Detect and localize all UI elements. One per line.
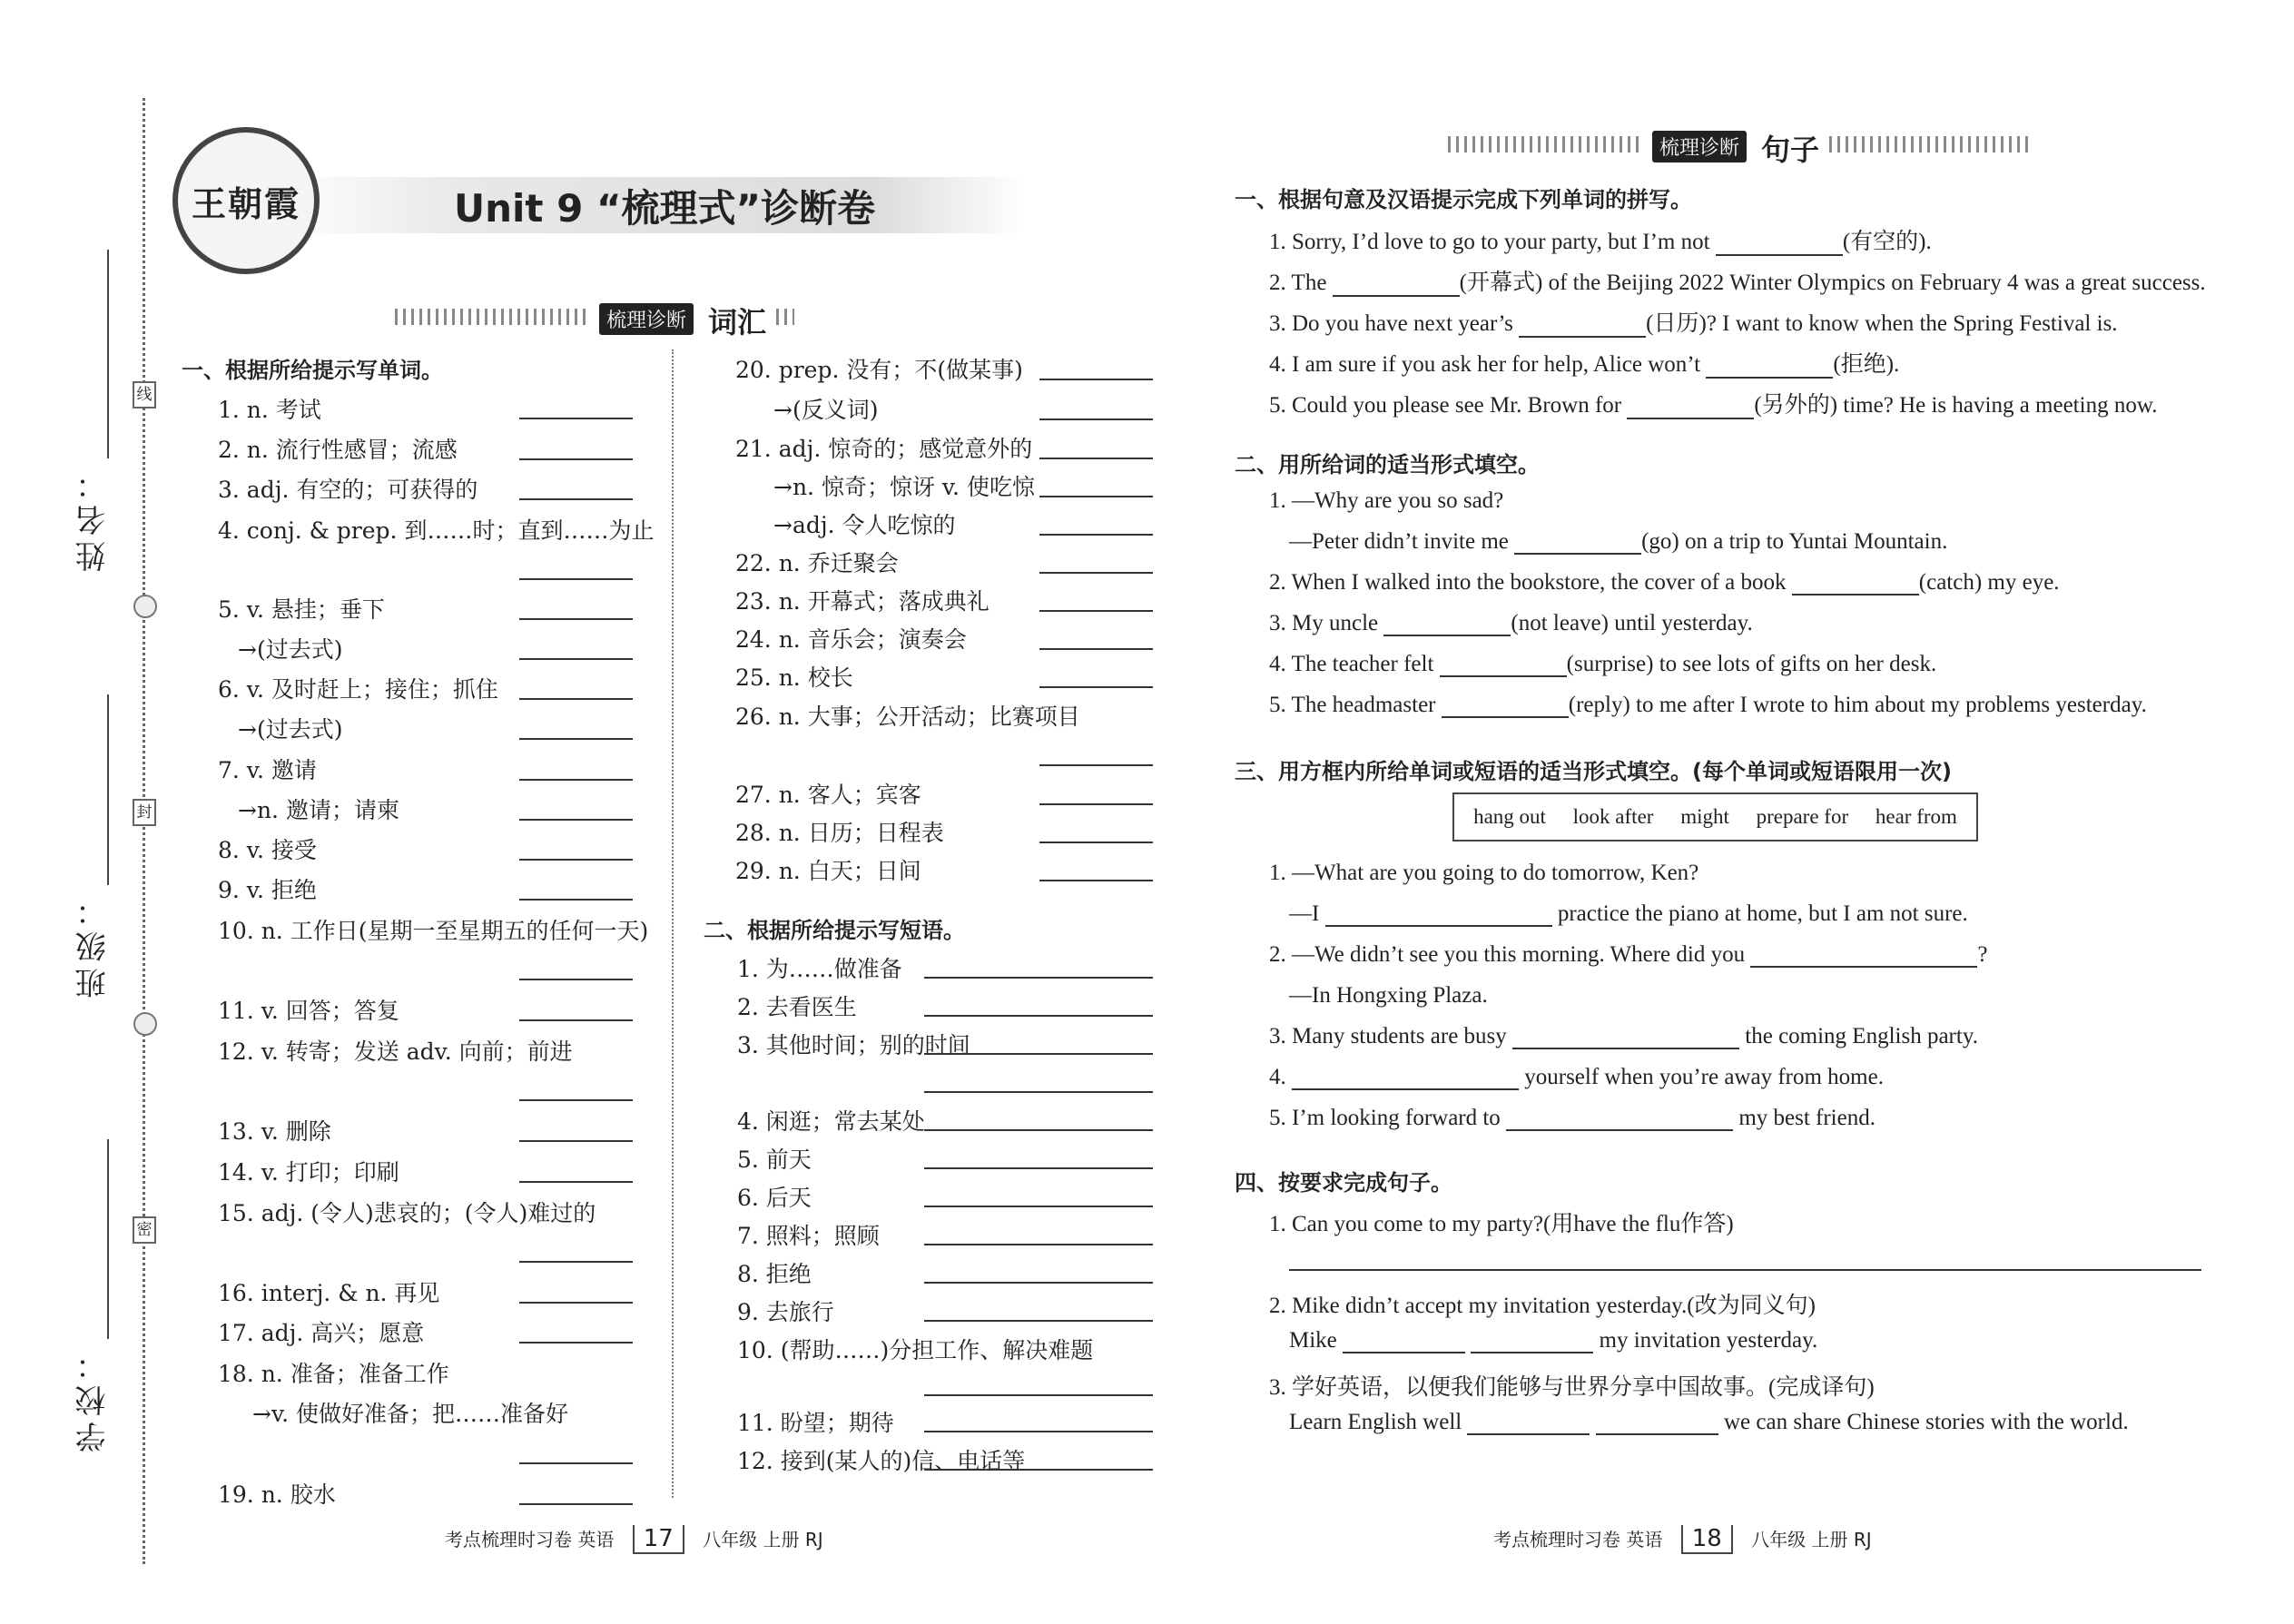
answer-blank[interactable] bbox=[924, 1469, 1153, 1471]
left-footer bbox=[445, 1525, 823, 1554]
word-item: 1. n. 考试 bbox=[218, 397, 321, 423]
word-item: →(过去式) bbox=[238, 716, 343, 743]
answer-blank[interactable] bbox=[1039, 803, 1153, 805]
footer-book: 考点梳理时习卷 英语 bbox=[445, 1529, 615, 1550]
sentence-section-header bbox=[1448, 127, 2029, 167]
r-part4-title: 四、按要求完成句子。 bbox=[1235, 1170, 1452, 1196]
word-bank-box bbox=[1452, 792, 1978, 842]
binding-char-xian: 线 bbox=[133, 381, 156, 408]
answer-blank[interactable] bbox=[1039, 458, 1153, 459]
word-item: 18. n. 准备；准备工作 bbox=[218, 1361, 449, 1387]
answer-blank[interactable] bbox=[519, 738, 633, 740]
r3-item: 4. yourself when you’re away from home. bbox=[1269, 1065, 1884, 1089]
answer-blank[interactable] bbox=[924, 977, 1153, 979]
name-label: 姓名： bbox=[75, 463, 112, 572]
answer-blank[interactable] bbox=[519, 1342, 633, 1343]
phrase-item: 6. 后天 bbox=[737, 1185, 812, 1211]
section-label: 句子 bbox=[1761, 133, 1820, 167]
word-item: 21. adj. 惊奇的；感觉意外的 bbox=[735, 436, 1033, 462]
word-item: 8. v. 接受 bbox=[218, 837, 317, 863]
answer-blank[interactable] bbox=[519, 658, 633, 660]
r3-item: 2. —We didn’t see you this morning. Where did you ? bbox=[1269, 942, 1988, 967]
phrase-item: 12. 接到(某人的)信、电话等 bbox=[737, 1448, 1026, 1474]
answer-blank[interactable] bbox=[1039, 418, 1153, 420]
school-field[interactable] bbox=[107, 1139, 109, 1339]
answer-blank[interactable] bbox=[519, 859, 633, 861]
word-bank-item: hear from bbox=[1875, 805, 1957, 828]
answer-blank[interactable] bbox=[519, 1462, 633, 1464]
answer-blank[interactable] bbox=[1039, 880, 1153, 881]
decorative-bars bbox=[1829, 136, 2029, 153]
word-item: →n. 惊奇；惊讶 v. 使吃惊 bbox=[773, 474, 1035, 500]
answer-blank[interactable] bbox=[519, 498, 633, 500]
word-item: 24. n. 音乐会；演奏会 bbox=[735, 626, 967, 653]
word-item: 22. n. 乔迁聚会 bbox=[735, 550, 899, 576]
answer-blank[interactable] bbox=[519, 1302, 633, 1304]
r1-item: 4. I am sure if you ask her for help, Alice won’t (拒绝). bbox=[1269, 352, 1900, 377]
answer-blank[interactable] bbox=[924, 1091, 1153, 1093]
word-item: 19. n. 胶水 bbox=[218, 1481, 336, 1508]
decorative-bars bbox=[1448, 136, 1643, 153]
answer-blank[interactable] bbox=[519, 1019, 633, 1021]
word-item: 7. v. 邀请 bbox=[218, 757, 317, 783]
footer-book: 考点梳理时习卷 英语 bbox=[1493, 1529, 1663, 1550]
phrase-item: 9. 去旅行 bbox=[737, 1299, 834, 1325]
word-item: 27. n. 客人；宾客 bbox=[735, 782, 921, 808]
r1-item: 1. Sorry, I’d love to go to your party, but I’m not (有空的). bbox=[1269, 230, 1932, 254]
answer-blank[interactable] bbox=[519, 618, 633, 620]
word-item: 15. adj. (令人)悲哀的；(令人)难过的 bbox=[218, 1200, 596, 1226]
answer-blank[interactable] bbox=[924, 1167, 1153, 1169]
r4-question: 2. Mike didn’t accept my invitation yesterday.(改为同义句) bbox=[1269, 1294, 1816, 1318]
phrase-item: 7. 照料；照顾 bbox=[737, 1223, 880, 1249]
answer-blank[interactable] bbox=[924, 1015, 1153, 1017]
answer-blank[interactable] bbox=[1039, 648, 1153, 650]
phrase-item: 10. (帮助……)分担工作、解决难题 bbox=[737, 1337, 1094, 1363]
section-tag: 梳理诊断 bbox=[1652, 131, 1747, 162]
word-item: 13. v. 删除 bbox=[218, 1118, 331, 1145]
phrase-item: 5. 前天 bbox=[737, 1147, 812, 1173]
r4-answer: Mike my invitation yesterday. bbox=[1289, 1328, 1818, 1353]
school-label: 学校： bbox=[75, 1343, 112, 1452]
r2-item: 4. The teacher felt (surprise) to see lots of gifts on her desk. bbox=[1269, 652, 1937, 676]
answer-blank[interactable] bbox=[1039, 572, 1153, 574]
phrase-item: 4. 闲逛；常去某处 bbox=[737, 1108, 925, 1135]
binding-ring-icon bbox=[133, 1012, 157, 1036]
answer-blank[interactable] bbox=[519, 1181, 633, 1183]
r4-answer: Learn English well we can share Chinese stories with the world. bbox=[1289, 1410, 2129, 1434]
answer-blank[interactable] bbox=[924, 1431, 1153, 1432]
r-part2-title: 二、用所给词的适当形式填空。 bbox=[1235, 452, 1540, 477]
phrase-item: 11. 盼望；期待 bbox=[737, 1410, 894, 1436]
answer-blank[interactable] bbox=[519, 458, 633, 460]
word-bank-item: might bbox=[1680, 805, 1729, 828]
part2-title: 二、根据所给提示写短语。 bbox=[704, 918, 965, 943]
r2-item: 2. When I walked into the bookstore, the cover of a book (catch) my eye. bbox=[1269, 570, 2060, 595]
word-item: 2. n. 流行性感冒；流感 bbox=[218, 437, 458, 463]
r-part1-title: 一、根据句意及汉语提示完成下列单词的拼写。 bbox=[1235, 187, 1692, 212]
name-field[interactable] bbox=[107, 250, 109, 458]
binding-char-mi: 密 bbox=[133, 1216, 156, 1244]
footer-grade: 八年级 上册 RJ bbox=[703, 1529, 823, 1550]
r3-item: 3. Many students are busy the coming English party. bbox=[1269, 1024, 1978, 1048]
word-bank-item: hang out bbox=[1473, 805, 1546, 828]
r2-item: 5. The headmaster (reply) to me after I wrote to him about my problems yesterday. bbox=[1269, 693, 2147, 717]
r3-item: 5. I’m looking forward to my best friend. bbox=[1269, 1106, 1876, 1130]
r3-question: 1. —What are you going to do tomorrow, Ken? bbox=[1269, 861, 1699, 885]
brand-logo bbox=[172, 127, 320, 274]
r1-item: 2. The (开幕式) of the Beijing 2022 Winter Olympics on February 4 was a great success. bbox=[1269, 271, 2206, 295]
word-bank-item: look after bbox=[1572, 805, 1654, 828]
answer-blank[interactable] bbox=[924, 1129, 1153, 1131]
answer-blank[interactable] bbox=[924, 1282, 1153, 1284]
r4-question: 3. 学好英语，以便我们能够与世界分享中国故事。(完成译句) bbox=[1269, 1375, 1875, 1400]
answer-blank[interactable] bbox=[519, 578, 633, 580]
word-item: 3. adj. 有空的；可获得的 bbox=[218, 477, 478, 503]
answer-blank[interactable] bbox=[519, 1503, 633, 1505]
r3-item: —In Hongxing Plaza. bbox=[1289, 983, 1488, 1008]
answer-blank[interactable] bbox=[924, 1206, 1153, 1207]
r2-question: 1. —Why are you so sad? bbox=[1269, 488, 1504, 513]
answer-blank[interactable] bbox=[519, 1140, 633, 1142]
answer-blank[interactable] bbox=[519, 979, 633, 980]
r3-item: —I practice the piano at home, but I am not sure. bbox=[1289, 901, 1968, 926]
answer-blank[interactable] bbox=[519, 819, 633, 821]
word-item: 17. adj. 高兴；愿意 bbox=[218, 1320, 425, 1346]
word-item: 4. conj. & prep. 到……时；直到……为止 bbox=[218, 517, 655, 544]
r2-item: 3. My uncle (not leave) until yesterday. bbox=[1269, 611, 1753, 635]
word-item: →n. 邀请；请柬 bbox=[238, 797, 399, 823]
answer-blank[interactable] bbox=[1039, 610, 1153, 612]
word-item: 26. n. 大事；公开活动；比赛项目 bbox=[735, 704, 1080, 730]
page-number: 18 bbox=[1681, 1525, 1733, 1554]
answer-blank[interactable] bbox=[1039, 764, 1153, 766]
answer-blank[interactable] bbox=[519, 779, 633, 781]
r-part3-title: 三、用方框内所给单词或短语的适当形式填空。(每个单词或短语限用一次) bbox=[1235, 759, 1952, 784]
answer-blank[interactable] bbox=[1039, 534, 1153, 536]
answer-blank[interactable] bbox=[1039, 496, 1153, 497]
binding-char-feng: 封 bbox=[133, 799, 156, 826]
word-item: 10. n. 工作日(星期一至星期五的任何一天) bbox=[218, 918, 649, 944]
answer-blank[interactable] bbox=[1039, 842, 1153, 843]
word-item: 16. interj. & n. 再见 bbox=[218, 1280, 440, 1306]
word-item: 23. n. 开幕式；落成典礼 bbox=[735, 588, 989, 615]
class-label: 班级： bbox=[75, 890, 112, 999]
answer-blank[interactable] bbox=[519, 698, 633, 700]
logo-text: 王朝霞 bbox=[191, 186, 300, 224]
word-item: 14. v. 打印；印刷 bbox=[218, 1159, 399, 1186]
word-item: 12. v. 转寄；发送 adv. 向前；前进 bbox=[218, 1038, 573, 1065]
answer-blank[interactable] bbox=[1039, 379, 1153, 380]
answer-blank[interactable] bbox=[924, 1394, 1153, 1396]
word-item: 29. n. 白天；日间 bbox=[735, 858, 921, 884]
r1-item: 5. Could you please see Mr. Brown for (另外的) time? He is having a meeting now. bbox=[1269, 393, 2158, 418]
r1-item: 3. Do you have next year’s (日历)? I want to know when the Spring Festival is. bbox=[1269, 311, 2118, 336]
class-field[interactable] bbox=[107, 694, 109, 885]
phrase-item: 1. 为……做准备 bbox=[737, 956, 902, 982]
word-item: 6. v. 及时赶上；接住；抓住 bbox=[218, 676, 498, 703]
column-divider bbox=[672, 349, 674, 1498]
page-number: 17 bbox=[633, 1525, 684, 1554]
answer-blank[interactable] bbox=[519, 899, 633, 901]
word-item: →v. 使做好准备；把……准备好 bbox=[252, 1401, 568, 1427]
phrase-item: 8. 拒绝 bbox=[737, 1261, 812, 1287]
answer-blank[interactable] bbox=[519, 418, 633, 419]
word-item: 9. v. 拒绝 bbox=[218, 877, 317, 903]
word-item: 11. v. 回答；答复 bbox=[218, 998, 399, 1024]
binding-margin bbox=[0, 0, 172, 1624]
part1-title: 一、根据所给提示写单词。 bbox=[182, 358, 443, 383]
answer-blank[interactable] bbox=[924, 1244, 1153, 1245]
word-item: →(过去式) bbox=[238, 636, 343, 663]
footer-grade: 八年级 上册 RJ bbox=[1751, 1529, 1872, 1550]
word-item: →adj. 令人吃惊的 bbox=[773, 512, 956, 538]
word-item: 5. v. 悬挂；垂下 bbox=[218, 596, 385, 623]
binding-dotted-line bbox=[143, 98, 145, 1564]
section-tag: 梳理诊断 bbox=[599, 303, 694, 335]
r4-question: 1. Can you come to my party?(用have the flu作答) bbox=[1269, 1212, 1734, 1236]
answer-blank[interactable] bbox=[519, 1099, 633, 1101]
binding-ring-icon bbox=[133, 595, 157, 618]
word-item: 20. prep. 没有；不(做某事) bbox=[735, 357, 1023, 383]
answer-line[interactable] bbox=[1289, 1269, 2201, 1271]
phrase-item: 2. 去看医生 bbox=[737, 994, 857, 1020]
word-item: 28. n. 日历；日程表 bbox=[735, 820, 944, 846]
answer-blank[interactable] bbox=[1039, 686, 1153, 688]
decorative-bars bbox=[395, 309, 590, 325]
right-footer bbox=[1493, 1525, 1872, 1554]
word-bank-item: prepare for bbox=[1756, 805, 1849, 828]
word-item: 25. n. 校长 bbox=[735, 664, 853, 691]
answer-blank[interactable] bbox=[519, 1261, 633, 1263]
answer-blank[interactable] bbox=[924, 1053, 1153, 1055]
vocab-section-header bbox=[395, 300, 794, 340]
decorative-bars bbox=[776, 309, 794, 325]
section-label: 词汇 bbox=[708, 305, 767, 340]
page-title: Unit 9 “梳理式”诊断卷 bbox=[454, 186, 876, 231]
word-item: →(反义词) bbox=[773, 397, 879, 423]
phrase-item: 3. 其他时间；别的时间 bbox=[737, 1032, 970, 1058]
r2-item: —Peter didn’t invite me (go) on a trip to Yuntai Mountain. bbox=[1289, 529, 1948, 554]
answer-blank[interactable] bbox=[924, 1320, 1153, 1322]
